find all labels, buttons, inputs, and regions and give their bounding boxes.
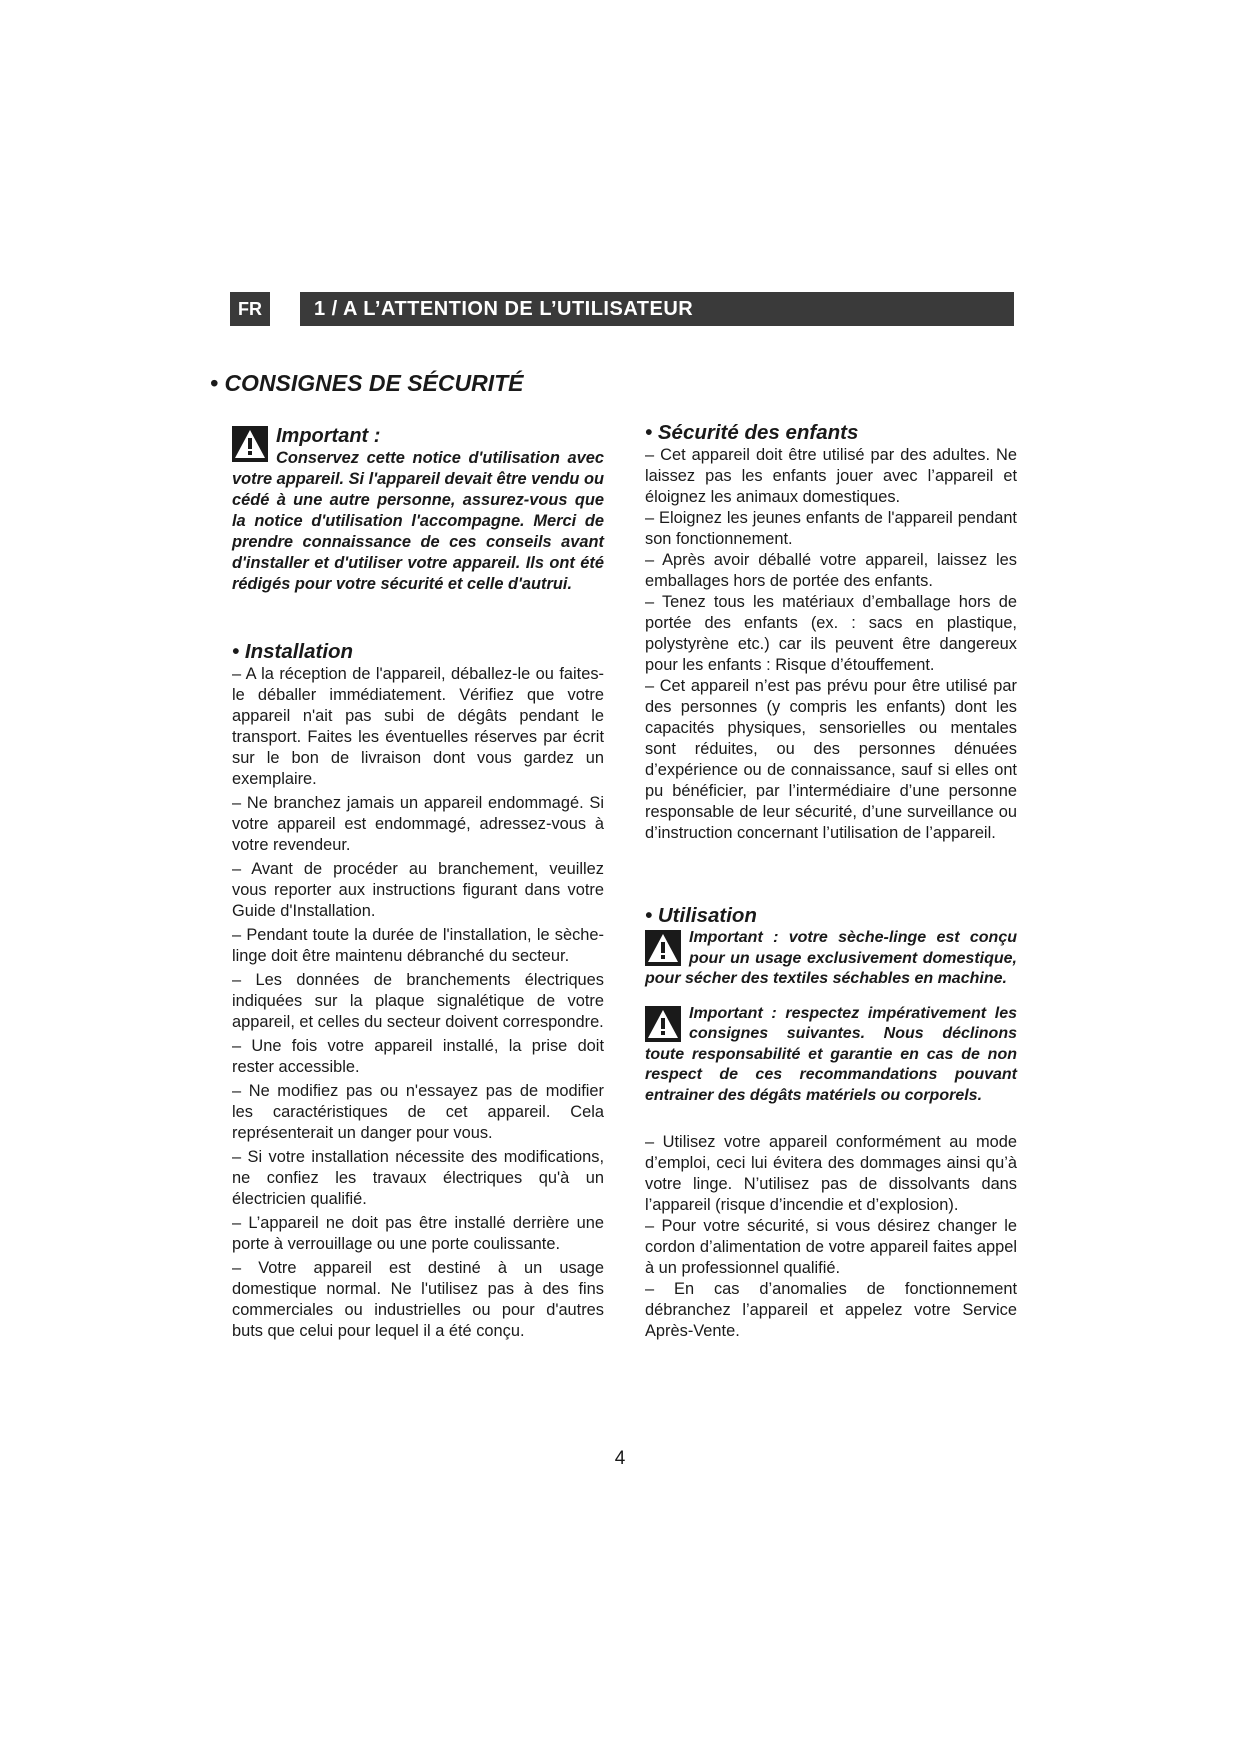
- language-tab: FR: [230, 292, 270, 326]
- important-body: Conservez cette notice d'utilisation avec votre appareil. Si l'appareil devait être vendu ou cédé à une autre personne, assurez-vous que la notice d'utilisation l'accompagne. Merci de prendre connaissance de ces conseils avant d'installer et d'utiliser votre appareil. Ils ont été rédigés pour votre sécurité et celle d'autrui.: [232, 449, 604, 593]
- warning-triangle-icon: [645, 1006, 681, 1042]
- installation-item: – A la réception de l'appareil, déballez-le ou faites-le déballer immédiatement. Vérifiez que votre appareil n'ait pas subi de dégâts pendant le transport. Faites les éventuelles réserves par écrit sur le bon de livraison dont vous gardez un exemplaire.: [232, 665, 604, 788]
- installation-item: – Avant de procéder au branchement, veuillez vous reporter aux instructions figurant dans votre Guide d'Installation.: [232, 860, 604, 920]
- important-notice: [232, 424, 604, 595]
- installation-item: – Pendant toute la durée de l'installation, le sèche-linge doit être maintenu débranché du secteur.: [232, 926, 604, 965]
- installation-item: – L’appareil ne doit pas être installé derrière une porte à verrouillage ou une porte coulissante.: [232, 1214, 604, 1253]
- installation-item: – Ne branchez jamais un appareil endommagé. Si votre appareil est endommagé, adressez-vous à votre revendeur.: [232, 794, 604, 854]
- usage-warning-2: [645, 1004, 1017, 1107]
- usage-warning-text: Important : votre sèche-linge est conçu pour un usage exclusivement domestique, pour sécher des textiles séchables en machine.: [645, 929, 1017, 987]
- page-number: 4: [614, 1448, 626, 1469]
- children-safety-heading: • Sécurité des enfants: [645, 421, 859, 444]
- installation-heading: • Installation: [232, 640, 354, 663]
- warning-triangle-icon: [645, 930, 681, 966]
- important-title: Important :: [276, 425, 381, 447]
- installation-item: – Les données de branchements électriques indiquées sur la plaque signalétique de votre appareil, et celles du secteur doivent correspondre.: [232, 971, 604, 1031]
- children-item: – Tenez tous les matériaux d’emballage hors de portée des enfants (ex. : sacs en plastique, polystyrène etc.) car ils peuvent être dangereux pour les enfants : Risque d’étouffement.: [645, 593, 1017, 674]
- children-item: – Après avoir déballé votre appareil, laissez les emballages hors de portée des enfants.: [645, 551, 1017, 590]
- usage-heading: • Utilisation: [645, 904, 757, 927]
- usage-item: – En cas d’anomalies de fonctionnement débranchez l’appareil et appelez votre Service Après-Vente.: [645, 1280, 1017, 1340]
- left-column: [232, 424, 604, 1345]
- installation-item: – Une fois votre appareil installé, la prise doit rester accessible.: [232, 1037, 604, 1076]
- usage-warning-1: [645, 928, 1017, 990]
- chapter-header: 1 / A L’ATTENTION DE L’UTILISATEUR: [300, 292, 1014, 326]
- page-title: • CONSIGNES DE SÉCURITÉ: [210, 370, 524, 396]
- usage-warning-text: Important : respectez impérativement les consignes suivantes. Nous déclinons toute responsabilité et garantie en cas de non respect de ces recommandations pouvant entrainer des dégâts matériels ou corporels.: [645, 1004, 1017, 1104]
- installation-item: – Si votre installation nécessite des modifications, ne confiez les travaux électriques qu'à un électricien qualifié.: [232, 1148, 604, 1208]
- children-item: – Cet appareil doit être utilisé par des adultes. Ne laissez pas les enfants jouer avec l’appareil et éloignez les animaux domestiques.: [645, 446, 1017, 506]
- right-column: [645, 421, 1017, 1342]
- warning-triangle-icon: [232, 426, 268, 462]
- usage-item: – Pour votre sécurité, si vous désirez changer le cordon d’alimentation de votre appareil faites appel à un professionnel qualifié.: [645, 1217, 1017, 1277]
- usage-item: – Utilisez votre appareil conformément au mode d’emploi, ceci lui évitera des dommages ainsi qu’à votre linge. N’utilisez pas de dissolvants dans l’appareil (risque d’incendie et d’explosion).: [645, 1133, 1017, 1214]
- children-item: – Cet appareil n’est pas prévu pour être utilisé par des personnes (y compris les enfants) dont les capacités physiques, sensorielles ou mentales sont réduites, ou des personnes dénuées d’expérience ou de connaissance, sauf si elles ont pu bénéficier, par l’intermédiaire d’une personne responsable de leur sécurité, d’une surveillance ou d’instruction concernant l’utilisation de l’appareil.: [645, 677, 1017, 842]
- installation-item: – Ne modifiez pas ou n'essayez pas de modifier les caractéristiques de cet appareil. Cela représenterait un danger pour vous.: [232, 1082, 604, 1142]
- installation-item: – Votre appareil est destiné à un usage domestique normal. Ne l'utilisez pas à des fins commerciales ou industrielles ou pour d'autres buts que celui pour lequel il a été conçu.: [232, 1259, 604, 1340]
- children-item: – Eloignez les jeunes enfants de l'appareil pendant son fonctionnement.: [645, 509, 1017, 548]
